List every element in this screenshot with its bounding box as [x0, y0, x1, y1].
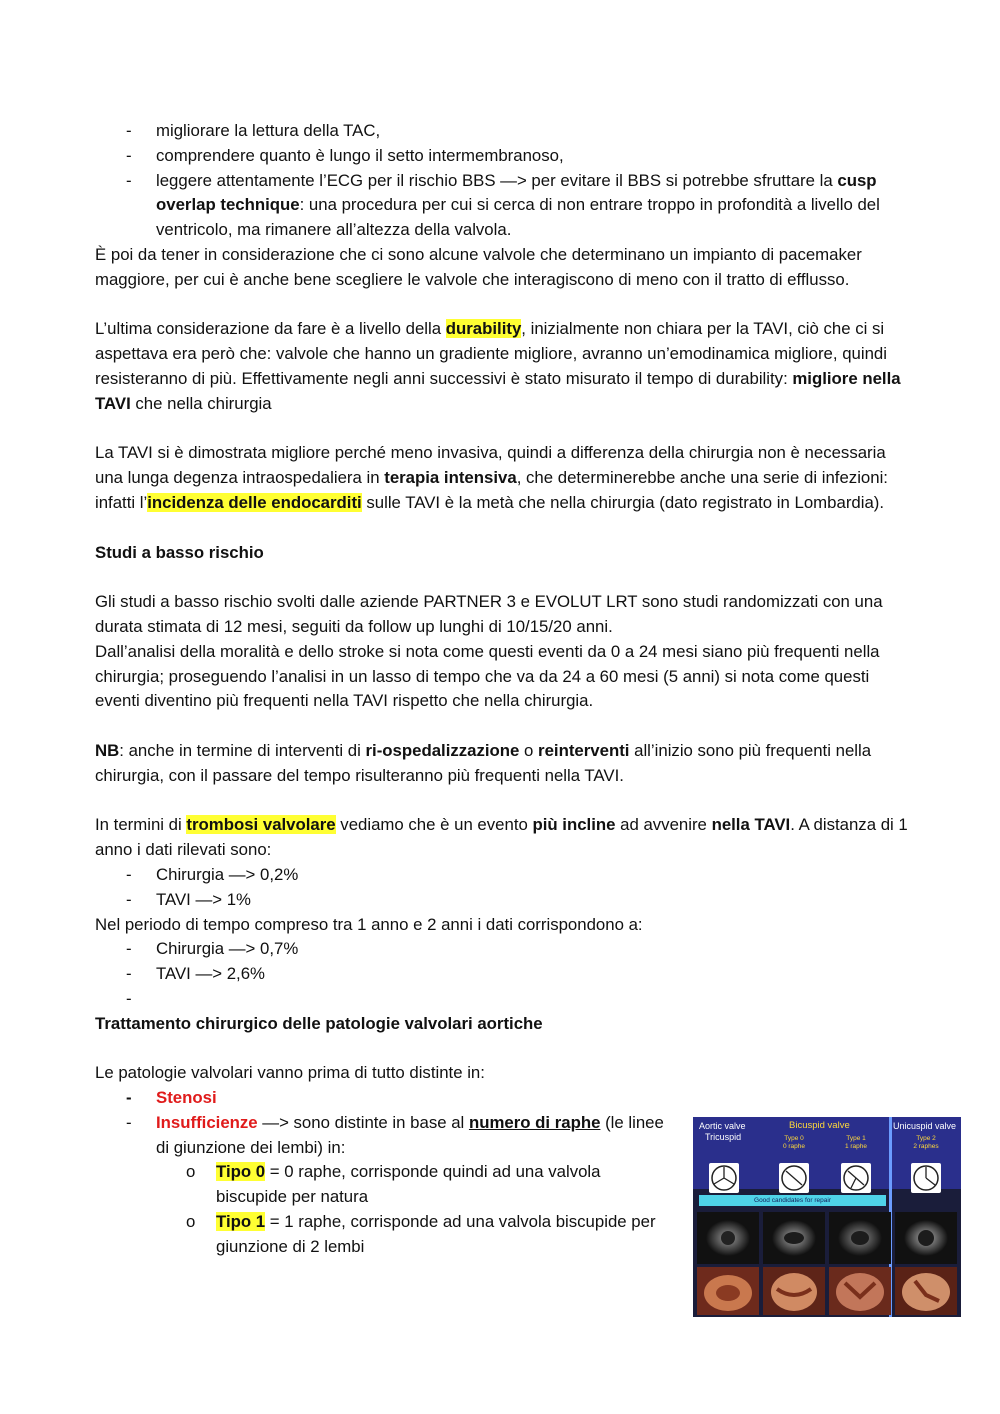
echo-image-4 — [895, 1212, 957, 1264]
tricuspid-valve-icon — [709, 1163, 739, 1193]
list-item — [95, 1086, 675, 1111]
anatomy-image-4 — [895, 1267, 957, 1315]
bold-term: terapia intensiva — [384, 468, 517, 488]
paragraph-studi-1: Gli studi a basso rischio svolti dalle aziende PARTNER 3 e EVOLUT LRT sono studi randomizzati con una durata stimata di 12 mesi, seguiti da follow up lunghi di 10/15/20 anni. — [95, 592, 883, 636]
list-item: - migliorare la lettura della TAC, — [95, 119, 915, 144]
paragraph-durability: L’ultima considerazione da fare è a livello della durability, inizialmente non chiara per la TAVI, ciò che ci si aspettava era però che: valvole che hanno un gradiente migliore, avranno un’emodinamica migliore, quindi resisteranno di più. Effettivamente negli anni successivi è stato misurato il tempo di durability: migliore nella TAVI che nella chirurgia — [95, 319, 901, 413]
echo-image-2 — [763, 1212, 825, 1264]
list-1-anno — [95, 863, 915, 913]
figure-col2-title: Bicuspid valve — [789, 1120, 850, 1131]
heading-studi: Studi a basso rischio — [95, 542, 264, 562]
figure-type0-sub: 0 raphe — [782, 1143, 806, 1150]
list-item: o Tipo 1 = 1 raphe, corrisponde ad una valvola biscupide per giunzione di 2 lembi — [95, 1210, 675, 1260]
figure-repair-bar: Good candidates for repair — [699, 1195, 886, 1206]
valve-classification-figure — [693, 1117, 961, 1317]
list-item: - TAVI —> 1% — [95, 888, 915, 913]
figure-col3-title: Unicuspid valve — [893, 1121, 957, 1131]
bicuspid-type0-icon — [779, 1163, 809, 1193]
stenosi-label: Stenosi — [156, 1088, 217, 1108]
highlight-trombosi: trombosi valvolare — [186, 815, 336, 835]
heading-trattamento: Trattamento chirurgico delle patologie valvolari aortiche — [95, 1013, 543, 1033]
echo-image-1 — [697, 1212, 759, 1264]
figure-type0: Type 0 — [784, 1135, 804, 1142]
anatomy-image-2 — [763, 1267, 825, 1315]
insufficienze-label: Insufficienze — [156, 1112, 258, 1132]
anatomy-image-3 — [829, 1267, 891, 1315]
echo-image-3 — [829, 1212, 891, 1264]
tipo-list — [95, 1160, 675, 1259]
unicuspid-valve-icon — [911, 1163, 941, 1193]
paragraph-patologie: Le patologie valvolari vanno prima di tutto distinte in: — [95, 1063, 485, 1083]
figure-type2: Type 2 — [916, 1135, 936, 1142]
list-item: - TAVI —> 2,6% — [95, 962, 915, 987]
bold-term: cusp overlap technique — [156, 170, 877, 215]
figure-col1-title: Aortic valve — [699, 1121, 746, 1131]
list-item: - Insufficienze —> sono distinte in base al numero di raphe (le linee di giunzione dei lembi) in: — [95, 1111, 675, 1161]
highlight-tipo-1: Tipo 1 — [216, 1212, 266, 1232]
highlight-tipo-0: Tipo 0 — [216, 1162, 266, 1182]
list-item: - leggere attentamente l’ECG per il rischio BBS —> per evitare il BBS si potrebbe sfruttare la cusp overlap technique: una procedura per cui si cerca di non entrare troppo in profondità a livello del ventricolo, ma rimanere all’altezza della valvola. — [95, 169, 915, 243]
list-item: - comprendere quanto è lungo il setto intermembranoso, — [95, 144, 915, 169]
figure-type1-sub: 1 raphe — [844, 1143, 868, 1150]
highlight-endocarditi: incidenza delle endocarditi — [147, 492, 362, 512]
bicuspid-type1-icon — [841, 1163, 871, 1193]
highlight-durability: durability — [445, 319, 522, 339]
paragraph-trombosi: In termini di trombosi valvolare vediamo che è un evento più incline ad avvenire nella TAVI. A distanza di 1 anno i dati rilevati sono: — [95, 815, 908, 860]
paragraph-periodo: Nel periodo di tempo compreso tra 1 anno e 2 anni i dati corrispondono a: — [95, 914, 643, 934]
paragraph-studi-2: Dall’analisi della moralità e dello stroke si nota come questi eventi da 0 a 24 mesi siano più frequenti nella chirurgia; proseguendo l’analisi in un lasso di tempo che va da 24 a 60 mesi (5 anni) si nota come questi eventi diventino più frequenti nella TAVI rispetto che nella chirurgia. — [95, 641, 880, 711]
anatomy-image-1 — [697, 1267, 759, 1315]
list-item: - Chirurgia —> 0,7% — [95, 937, 915, 962]
list-item — [95, 987, 915, 1012]
figure-col1-sub: Tricuspid — [705, 1132, 742, 1142]
figure-type2-sub: 2 raphes — [913, 1143, 939, 1150]
paragraph-nb: NB: anche in termine di interventi di ri-ospedalizzazione o reinterventi all’inizio sono più frequenti nella chirurgia, con il passare del tempo risulteranno più frequenti nella TAVI. — [95, 740, 872, 785]
list-item: - Chirurgia —> 0,2% — [95, 863, 915, 888]
document-content — [95, 119, 915, 1260]
bold-term: migliore nella TAVI — [95, 368, 901, 413]
list-item: o Tipo 0 = 0 raphe, corrisponde quindi ad una valvola biscupide per natura — [95, 1160, 675, 1210]
list-2-anni — [95, 937, 915, 1011]
top-bullet-list — [95, 119, 915, 243]
patologie-list — [95, 1086, 675, 1160]
figure-type1: Type 1 — [846, 1135, 866, 1142]
paragraph-tavi: La TAVI si è dimostrata migliore perché meno invasiva, quindi a differenza della chirurgia non è necessaria una lunga degenza intraospedaliera in terapia intensiva, che determinerebbe anche una serie di infezioni: infatti l’incidenza delle endocarditi sulle TAVI è la metà che nella chirurgia (dato registrato in Lombardia). — [95, 443, 888, 512]
paragraph-pacemaker: È poi da tener in considerazione che ci sono alcune valvole che determinano un impianto di pacemaker maggiore, per cui è anche bene scegliere le valvole che interagiscono di meno con il tratto di efflusso. — [95, 244, 862, 289]
